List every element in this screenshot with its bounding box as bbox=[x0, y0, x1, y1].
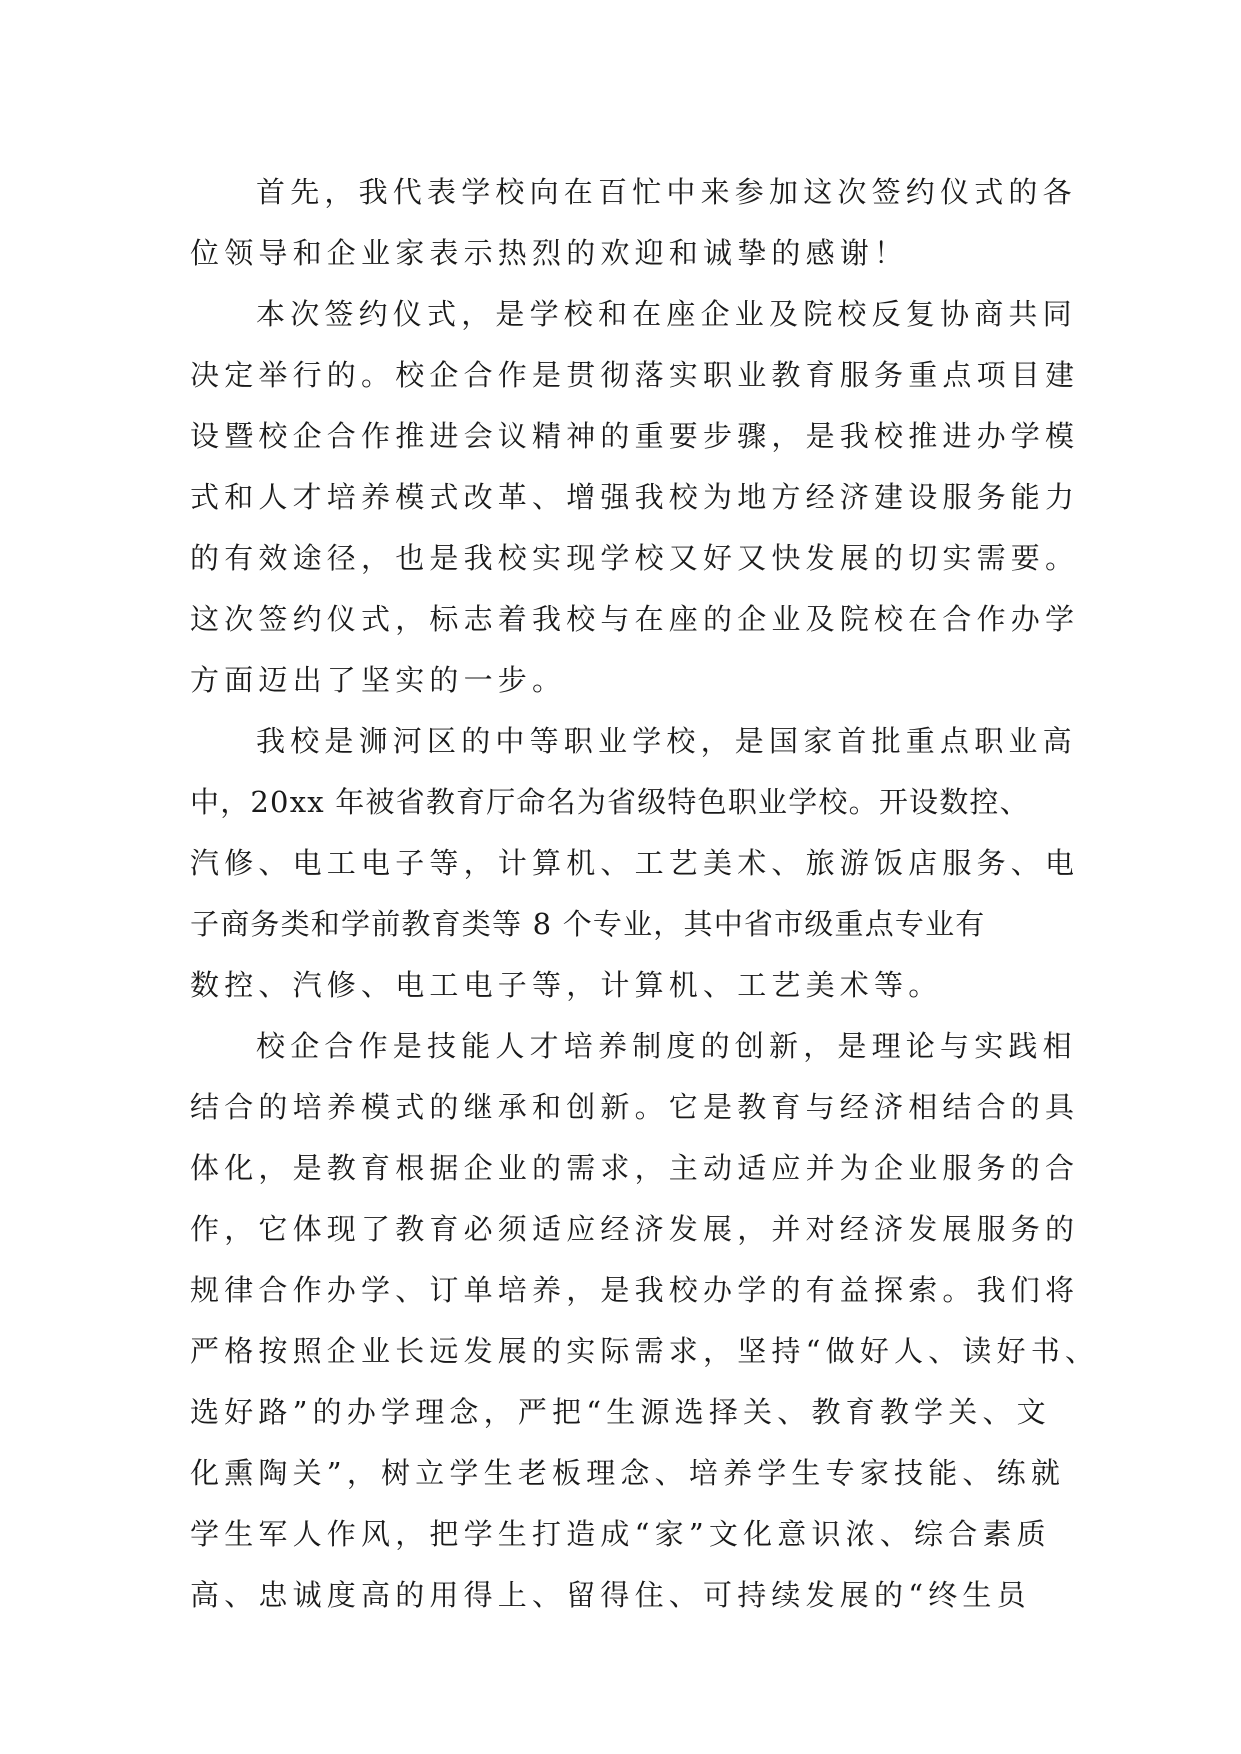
paragraph-2-line-3: 设暨校企合作推进会议精神的重要步骤，是我校推进办学模 bbox=[190, 419, 1080, 453]
paragraph-4-line-5: 规律合作办学、订单培养，是我校办学的有益探索。我们将 bbox=[190, 1273, 1080, 1307]
paragraph-4-line-6: 严格按照企业长远发展的实际需求，坚持“做好人、读好书、 bbox=[190, 1334, 1100, 1368]
paragraph-4-line-4: 作，它体现了教育必须适应经济发展，并对经济发展服务的 bbox=[190, 1212, 1080, 1246]
paragraph-3-line-2: 中，20xx 年被省教育厅命名为省级特色职业学校。开设数控、 bbox=[190, 785, 1030, 819]
paragraph-4-line-8: 化熏陶关”，树立学生老板理念、培养学生专家技能、练就 bbox=[190, 1456, 1066, 1490]
paragraph-2-line-6: 这次签约仪式，标志着我校与在座的企业及院校在合作办学 bbox=[190, 602, 1080, 636]
paragraph-1-line-2: 位领导和企业家表示热烈的欢迎和诚挚的感谢！ bbox=[190, 236, 909, 270]
paragraph-2-line-1: 本次签约仪式，是学校和在座企业及院校反复协商共同 bbox=[256, 297, 1077, 331]
paragraph-4-line-2: 结合的培养模式的继承和创新。它是教育与经济相结合的具 bbox=[190, 1090, 1080, 1124]
paragraph-2-line-4: 式和人才培养模式改革、增强我校为地方经济建设服务能力 bbox=[190, 480, 1080, 514]
paragraph-3-line-1: 我校是浉河区的中等职业学校，是国家首批重点职业高 bbox=[256, 724, 1077, 758]
paragraph-2-line-2: 决定举行的。校企合作是贯彻落实职业教育服务重点项目建 bbox=[190, 358, 1080, 392]
paragraph-2-line-7: 方面迈出了坚实的一步。 bbox=[190, 663, 567, 697]
paragraph-4-line-9: 学生军人作风，把学生打造成“家”文化意识浓、综合素质 bbox=[190, 1517, 1051, 1551]
document-body bbox=[190, 162, 1100, 1626]
paragraph-3-line-3: 汽修、电工电子等，计算机、工艺美术、旅游饭店服务、电 bbox=[190, 846, 1080, 880]
paragraph-4-line-3: 体化，是教育根据企业的需求，主动适应并为企业服务的合 bbox=[190, 1151, 1080, 1185]
paragraph-3-line-5: 数控、汽修、电工电子等，计算机、工艺美术等。 bbox=[190, 968, 943, 1002]
paragraph-1-line-1: 首先，我代表学校向在百忙中来参加这次签约仪式的各 bbox=[256, 175, 1077, 209]
paragraph-4-line-10: 高、忠诚度高的用得上、留得住、可持续发展的“终生员 bbox=[190, 1578, 1031, 1612]
paragraph-4-line-1: 校企合作是技能人才培养制度的创新，是理论与实践相 bbox=[256, 1029, 1077, 1063]
paragraph-3-line-4: 子商务类和学前教育类等 8 个专业，其中省市级重点专业有 bbox=[190, 907, 986, 941]
paragraph-4-line-7: 选好路”的办学理念，严把“生源选择关、教育教学关、文 bbox=[190, 1395, 1051, 1429]
paragraph-2-line-5: 的有效途径，也是我校实现学校又好又快发展的切实需要。 bbox=[190, 541, 1080, 575]
